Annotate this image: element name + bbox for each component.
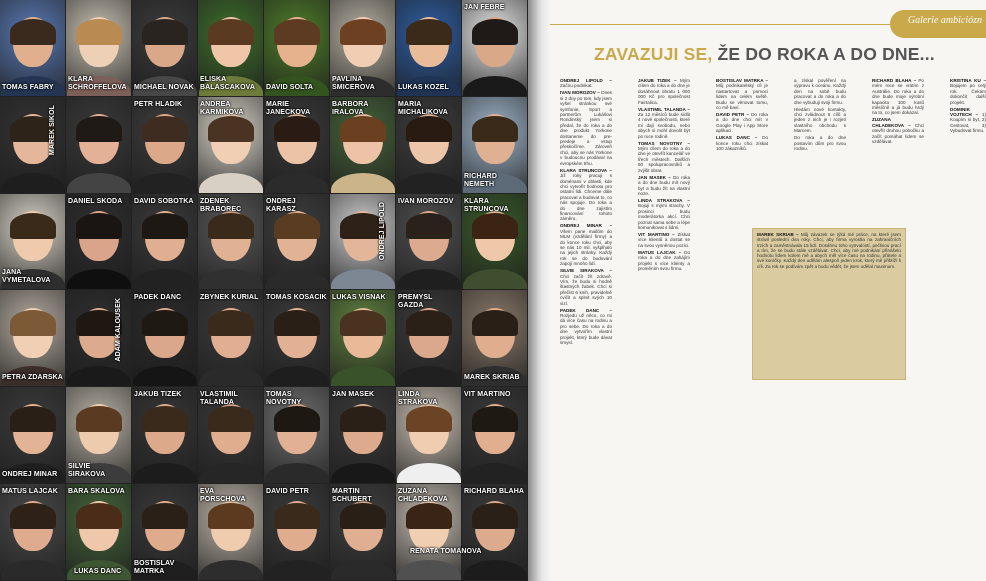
portrait-shoulders: [1, 560, 65, 581]
portrait-shoulders: [463, 463, 527, 484]
paragraph-text: Do konce roku chci získat 100 zákazníků.: [716, 135, 768, 152]
portrait-hair: [142, 310, 188, 336]
portrait-hair: [142, 19, 188, 45]
paragraph-head: ONDREJ LIPOLD –: [560, 78, 612, 83]
portrait-hair: [472, 406, 518, 432]
column-paragraph: [872, 78, 924, 116]
paragraph-text: Do roka a do dne postavím dům pro svou rodinu.: [794, 135, 846, 152]
paragraph-text: Chci začít žít zdravě. Vím, že budu si hodně štastných žabek. Chci si přečíst 6 knih, pravidelně cvičit a splnit svých 10 vizí.: [560, 273, 612, 306]
text-column-4: [794, 78, 846, 228]
column-paragraph: [638, 107, 690, 139]
portrait-hair: [10, 310, 56, 336]
portrait-name: VLASTIMIL TALANDA: [200, 391, 238, 407]
paragraph-text: Získat více klientů a dostat se na svou vysněnou pozici.: [638, 231, 690, 248]
portrait-name: DANIEL SKODA: [68, 197, 123, 205]
portrait-shoulders: [265, 366, 329, 387]
portrait-tile: [198, 290, 264, 387]
portrait-name: EVA PORSCHOVA: [200, 488, 246, 504]
portrait-name: ADAM KALOUSEK: [115, 298, 122, 363]
portrait-hair: [406, 503, 452, 529]
portrait-tile: [264, 0, 330, 97]
portrait-shoulders: [199, 463, 263, 484]
portrait-shoulders: [67, 173, 131, 194]
portrait-name: SILVIE SIRAKOVA: [68, 463, 106, 479]
portrait-name: DAVID SOLTA: [266, 83, 313, 91]
portrait-shoulders: [331, 560, 395, 581]
highlight-text: Můj závazek se týká mé práce, na které jsem strávil poslední dva roky. Chci, aby firma vyrostla na zahraničních trzích a zaměstnávala 15 lidí. Dosáhnu toho vytrvalostí, pečlivou prací a tím, že se budu stále vzdělávat. Chci, aby mé podnikání přinášelo hodnotu lidem kolem mě a abych měl více času na rodinu, přátele a své koníčky. Každý den udělám alespoň jeden krok, který mě přiblíží k cíli. Za rok se podívám zpět a budu vědět, že jsem udělal maximum.: [757, 232, 902, 269]
portrait-name: PETR HLADIK: [134, 100, 183, 108]
portrait-hair: [340, 310, 386, 336]
portrait-shoulders: [199, 269, 263, 290]
portrait-hair: [274, 406, 320, 432]
portrait-tile: [462, 484, 528, 581]
portrait-hair: [472, 19, 518, 45]
portrait-tile: [264, 194, 330, 291]
portrait-tile: [330, 484, 396, 581]
portrait-shoulders: [397, 269, 461, 290]
portrait-name: PADEK DANC: [134, 294, 182, 302]
paragraph-head: TOMAS NOVOTNY –: [638, 140, 690, 146]
portrait-name: PETRA ZDARSKA: [2, 374, 63, 382]
portrait-hair: [208, 19, 254, 45]
portrait-tile: [132, 290, 198, 387]
portrait-tile: [396, 290, 462, 387]
portrait-tile: [330, 387, 396, 484]
portrait-tile: [264, 290, 330, 387]
portrait-tile: [66, 290, 132, 387]
paragraph-head: VLASTIMIL TALANDA –: [638, 106, 690, 112]
portrait-hair: [274, 310, 320, 336]
lukas-danc-label: LUKAS DANC: [74, 568, 122, 575]
column-paragraph: [560, 78, 612, 89]
portrait-hair: [340, 503, 386, 529]
portrait-hair: [10, 503, 56, 529]
portrait-name: ONDREJ KARASZ: [266, 197, 296, 213]
portrait-shoulders: [199, 560, 263, 581]
paragraph-text: Mým cílem do roka a do dne je dosáhnout obratu 1 000 000 Kč pro společnost Fairtalica.: [638, 78, 690, 105]
portrait-hair: [406, 19, 452, 45]
portrait-name: RICHARD NEMETH: [464, 172, 497, 188]
column-paragraph: [560, 308, 612, 346]
portrait-hair: [274, 503, 320, 529]
portrait-shoulders: [1, 173, 65, 194]
paragraph-text: Bojujem po celý rok. Čekám dokončit další projekt.: [950, 83, 986, 105]
portrait-hair: [406, 310, 452, 336]
renata-label: RENATA TOMANOVA: [410, 548, 482, 555]
column-paragraph: [560, 268, 612, 306]
paragraph-head: JAKUB TIZEK –: [638, 78, 677, 83]
paragraph-head: DOMINIK VOJTECH –: [950, 106, 979, 118]
portrait-tile: [66, 194, 132, 291]
portrait-name: JANA VYMETALOVA: [2, 269, 51, 285]
text-column-3: [716, 78, 768, 228]
portrait-hair: [340, 19, 386, 45]
paragraph-head: JAN MASEK –: [638, 174, 671, 180]
portrait-tile: [132, 0, 198, 97]
portrait-name: JAKUB TIZEK: [134, 391, 182, 399]
portrait-hair: [142, 406, 188, 432]
column-paragraph: [794, 78, 846, 105]
portrait-hair: [406, 116, 452, 142]
portrait-hair: [76, 19, 122, 45]
headline-rest: ŽE DO ROKA A DO DNE...: [712, 44, 935, 64]
paragraph-text: Mým cílem do roka a do dne je otevřít kancelář ve třech městech. Dalších 50 spolupracovníků a zvýšit obrat.: [638, 146, 690, 173]
portrait-tile: [396, 387, 462, 484]
portrait-shoulders: [199, 173, 263, 194]
portrait-hair: [274, 213, 320, 239]
portrait-tile: [0, 387, 66, 484]
column-paragraph: [638, 175, 690, 197]
column-paragraph: [560, 168, 612, 222]
paragraph-text: a získal pověření na výpravu k oceánu. Každý den na sobě budu pracovat a do roka a do dne vybuduji svoji firmu.: [794, 78, 846, 105]
portrait-hair: [406, 406, 452, 432]
paragraph-head: ONDREJ MINAR –: [560, 223, 612, 229]
portrait-name: MAREK SIKOL: [49, 104, 56, 155]
portrait-tile: [396, 0, 462, 97]
portrait-hair: [472, 116, 518, 142]
portrait-shoulders: [397, 173, 461, 194]
portrait-tile: [132, 484, 198, 581]
portrait-name: ANDREA KARMIKOVA: [200, 100, 244, 116]
portrait-tile: [462, 290, 528, 387]
column-paragraph: [638, 250, 690, 272]
portrait-tile: [330, 290, 396, 387]
portrait-tile: [462, 0, 528, 97]
portrait-shoulders: [67, 366, 131, 387]
portrait-name: ELISKA BALASCAKOVA: [200, 75, 256, 91]
article-page: [550, 0, 986, 581]
portrait-hair: [340, 116, 386, 142]
portrait-shoulders: [265, 463, 329, 484]
portrait-name: BOSTISLAV MATRKA: [134, 559, 175, 575]
portrait-hair: [472, 213, 518, 239]
column-paragraph: [638, 78, 690, 105]
portrait-tile: [0, 0, 66, 97]
paragraph-head: BOSTISLAV MATRKA –: [716, 78, 768, 83]
portrait-shoulders: [463, 269, 527, 290]
portrait-hair: [406, 213, 452, 239]
paragraph-text: Za 12 měsíců bude sídlit 4 nové společnosti, které mi dají svobodu, nebo abych si mohl dovolit být po ruce rodině.: [638, 112, 690, 139]
portrait-hair: [472, 310, 518, 336]
paragraph-head: MATUS LAJCAK –: [638, 249, 682, 255]
column-paragraph: [950, 107, 986, 134]
portrait-name: KLARA SCHROFFELOVA: [68, 75, 127, 91]
portrait-hair: [10, 406, 56, 432]
headline-accent: ZAVAZUJI SE,: [594, 44, 713, 64]
paragraph-head: PADEK DANC –: [560, 307, 612, 313]
portrait-tile: [396, 97, 462, 194]
portrait-name: MAREK SKRIAB: [464, 374, 520, 382]
paragraph-text: Po mém roce se vrátím z Austrálie. Do roka a do dne bude moje výrobní kapacita 100 kusů měsíčně a já budu hrdý na to, co jsem dokázal.: [872, 78, 924, 116]
portrait-name: PREMYSL GAZDA: [398, 294, 433, 310]
text-column-6: [950, 78, 986, 581]
portrait-shoulders: [397, 560, 461, 581]
text-column-1: [560, 78, 612, 581]
portrait-name: TOMAS FABRY: [2, 83, 54, 91]
portrait-shoulders: [331, 269, 395, 290]
portrait-hair: [340, 406, 386, 432]
portrait-hair: [10, 19, 56, 45]
portrait-name: MICHAEL NOVAK: [134, 83, 194, 91]
portrait-hair: [142, 213, 188, 239]
paragraph-head: RICHARD BLAHA –: [872, 78, 917, 83]
portrait-name: ONDREJ MINAR: [2, 471, 58, 479]
portrait-tile: [132, 387, 198, 484]
portrait-name: PAVLINA SMICEROVA: [332, 75, 375, 91]
portrait-tile: [66, 484, 132, 581]
portrait-name: TOMAS NOVOTNY: [266, 391, 302, 407]
portrait-hair: [208, 213, 254, 239]
portrait-shoulders: [265, 173, 329, 194]
portrait-hair: [208, 406, 254, 432]
portrait-name: KLARA STRUNCOVA: [464, 197, 509, 213]
portrait-hair: [10, 213, 56, 239]
paragraph-text: Hledám nové kontakty, chci zvládnout 5 cílů a jeden z nich je i rozjetí vlastního obchodu s Marcem.: [794, 106, 846, 134]
portrait-tile: [0, 97, 66, 194]
column-paragraph: [638, 232, 690, 248]
paragraph-text: Již roky pracuji s doménami v oblasti, kde chci vytvořit hodnotu pro ostatní lidi. Chceme dále pracovat a budovat to, co nás spojuje. Do roka a do dne zajistím financování tohoto záměru.: [560, 173, 612, 222]
paragraph-text: Můj podnikatelský cíl je nastartovat a pomoci lidem na celém světě. Budu se věnovat tomu, co mě baví.: [716, 83, 768, 111]
portrait-name: LINDA STRAKOVA: [398, 391, 438, 407]
portrait-tile: [0, 290, 66, 387]
portrait-shoulders: [67, 269, 131, 290]
paragraph-text: Rozjedu už něco, co mi dá více času na rodinu a pro sebe. Do roka a do dne vytvořím vlastní projekt, který bude dávat smysl.: [560, 313, 612, 346]
portrait-hair: [142, 503, 188, 529]
paragraph-head: LUKAS DANC –: [716, 135, 758, 141]
portrait-tile: [0, 484, 66, 581]
portrait-tile: [264, 97, 330, 194]
portrait-tile: [462, 194, 528, 291]
portrait-hair: [208, 116, 254, 142]
gallery-label: Galerie ambiciózn: [907, 15, 982, 26]
portrait-tile: [462, 387, 528, 484]
column-paragraph: [638, 198, 690, 230]
portrait-name: JAN MASEK: [332, 391, 375, 399]
portrait-tile: [198, 387, 264, 484]
paragraph-head: SILVIE SIRAKOVA –: [560, 268, 612, 274]
paragraph-text: Do roka a do dne chci mít v Google Play i App Store aplikaci.: [716, 112, 768, 134]
portrait-shoulders: [331, 173, 395, 194]
column-paragraph: [560, 223, 612, 266]
portrait-shoulders: [397, 366, 461, 387]
portrait-tile: [0, 194, 66, 291]
portrait-shoulders: [463, 76, 527, 97]
portrait-tile: [330, 97, 396, 194]
paragraph-head: ZUZANA CHLADEKOVA –: [872, 117, 911, 128]
column-paragraph: [638, 141, 690, 173]
column-paragraph: [872, 117, 924, 144]
portrait-name: DAVID PETR: [266, 488, 309, 496]
portrait-tile: [264, 484, 330, 581]
paragraph-text: Všem pane mailům do MLM (vzdělání firmy) a do konce roku chci, aby se nás 10 mil. vyšplhalo na jejich stránky. Každý rok se do budování zapojí mnoho lidí.: [560, 228, 612, 267]
paragraph-text: Dnes si 2 dny po tom, kdy jsem vyšel stránkou své symfonie, Sport a partnerům Lukášovi Rondinský jsem si předal, že do roka a do dne produkt Yorkone dostaneme do pre-predeje a vstup přeskočíme. Zároveň chci, aby se nás Yorkone v budoucnu prodával na evropském trhu.: [560, 90, 612, 166]
portrait-hair: [142, 116, 188, 142]
portrait-tile: [198, 194, 264, 291]
portrait-hair: [76, 116, 122, 142]
portrait-name: ZBYNEK KURIAL: [200, 294, 259, 302]
portrait-tile: [132, 194, 198, 291]
portrait-shoulders: [133, 366, 197, 387]
portrait-name: MATUS LAJCAK: [2, 488, 58, 496]
portrait-name: MARIE JANECKOVA: [266, 100, 311, 116]
paragraph-head: DAVID PETR –: [716, 112, 749, 118]
portrait-hair: [208, 503, 254, 529]
portrait-name: JAN FEBRE: [464, 4, 505, 11]
portrait-tile: [198, 0, 264, 97]
portrait-name: BARBORA IRALOVA: [332, 100, 369, 116]
column-paragraph: [950, 78, 986, 105]
highlight-head: MAREK SKRIAB –: [757, 232, 799, 237]
portrait-hair: [76, 503, 122, 529]
column-paragraph: [794, 107, 846, 134]
portrait-shoulders: [331, 366, 395, 387]
portrait-shoulders: [331, 463, 395, 484]
portrait-shoulders: [265, 269, 329, 290]
portrait-name: DAVID SOBOTKA: [134, 197, 194, 205]
portrait-tile: [264, 387, 330, 484]
portrait-shoulders: [133, 173, 197, 194]
column-paragraph: [716, 78, 768, 110]
portrait-name: BARA SKALOVA: [68, 488, 125, 496]
portrait-name: IVAN MOROZOV: [398, 197, 454, 205]
portrait-hair: [76, 213, 122, 239]
portrait-shoulders: [463, 560, 527, 581]
portrait-name: ZUZANA CHLADEKOVA: [398, 488, 448, 504]
portrait-hair: [472, 503, 518, 529]
paragraph-head: IVAN MOROZOV –: [560, 90, 600, 96]
paragraph-text: 1) Koupím si byt, 2) Cestovat, 3) Vybudovat firmu.: [950, 112, 986, 134]
paragraph-text: Chci otevřít druhou pobočku a začít pomáhat lidem se vzdělávat.: [872, 122, 924, 145]
page-gutter: [528, 0, 550, 581]
portrait-tile: [330, 0, 396, 97]
portrait-name: LUKAS KOZEL: [398, 83, 449, 91]
highlight-box: [752, 228, 906, 380]
column-paragraph: [794, 135, 846, 151]
portrait-tile: [462, 97, 528, 194]
portrait-hair: [208, 310, 254, 336]
portrait-name: MARIA MICHALIKOVA: [398, 100, 448, 116]
column-paragraph: [560, 90, 612, 166]
portrait-tile: [66, 97, 132, 194]
portrait-tile: [132, 97, 198, 194]
portrait-hair: [274, 116, 320, 142]
portrait-tile: [396, 194, 462, 291]
portrait-name: ONDREJ LIPOLD: [379, 201, 386, 260]
portrait-shoulders: [133, 463, 197, 484]
portrait-shoulders: [199, 366, 263, 387]
portrait-hair: [274, 19, 320, 45]
portrait-name: MARTIN SCHUBERT: [332, 488, 372, 504]
paragraph-head: KRISTINA KU –: [950, 78, 986, 83]
portrait-tile: [66, 387, 132, 484]
page-title: [594, 44, 935, 65]
portrait-name: RICHARD BLAHA: [464, 488, 525, 496]
portrait-tile: [66, 0, 132, 97]
portrait-hair: [76, 406, 122, 432]
paragraph-text: Do roka a do dne budu mít nový byt a budu žít na vlastní noze.: [638, 174, 690, 196]
portrait-tile: [198, 484, 264, 581]
portrait-tile: [330, 194, 396, 291]
portrait-tile: [396, 484, 462, 581]
column-paragraph: [716, 135, 768, 151]
portrait-name: ZDENEK BRABOREC: [200, 197, 242, 213]
portrait-name: VIT MARTINO: [464, 391, 511, 399]
portrait-shoulders: [397, 463, 461, 484]
portrait-tile: [198, 97, 264, 194]
text-column-2: [638, 78, 690, 581]
paragraph-head: LINDA STRAKOVA –: [638, 197, 690, 203]
column-paragraph: [716, 112, 768, 134]
portrait-name: LUKAS VISNAK: [332, 294, 386, 302]
paragraph-text: Začnu podnikat.: [560, 83, 593, 89]
portrait-shoulders: [265, 560, 329, 581]
paragraph-text: Do roka a do dne zahájím projekt s více klienty a proměním svou firmu.: [638, 249, 690, 271]
paragraph-head: VIT MARTINO –: [638, 231, 675, 237]
portrait-shoulders: [133, 269, 197, 290]
portrait-name: TOMAS KOSACIK: [266, 294, 327, 302]
paragraph-text: Bojuji s mými strachy. V prosinci budu moderátorka akcí. Chci poznat sama sebe a lépe komunikovat s lidmi.: [638, 203, 690, 230]
paragraph-head: KLARA STRUNCOVA –: [560, 167, 612, 173]
